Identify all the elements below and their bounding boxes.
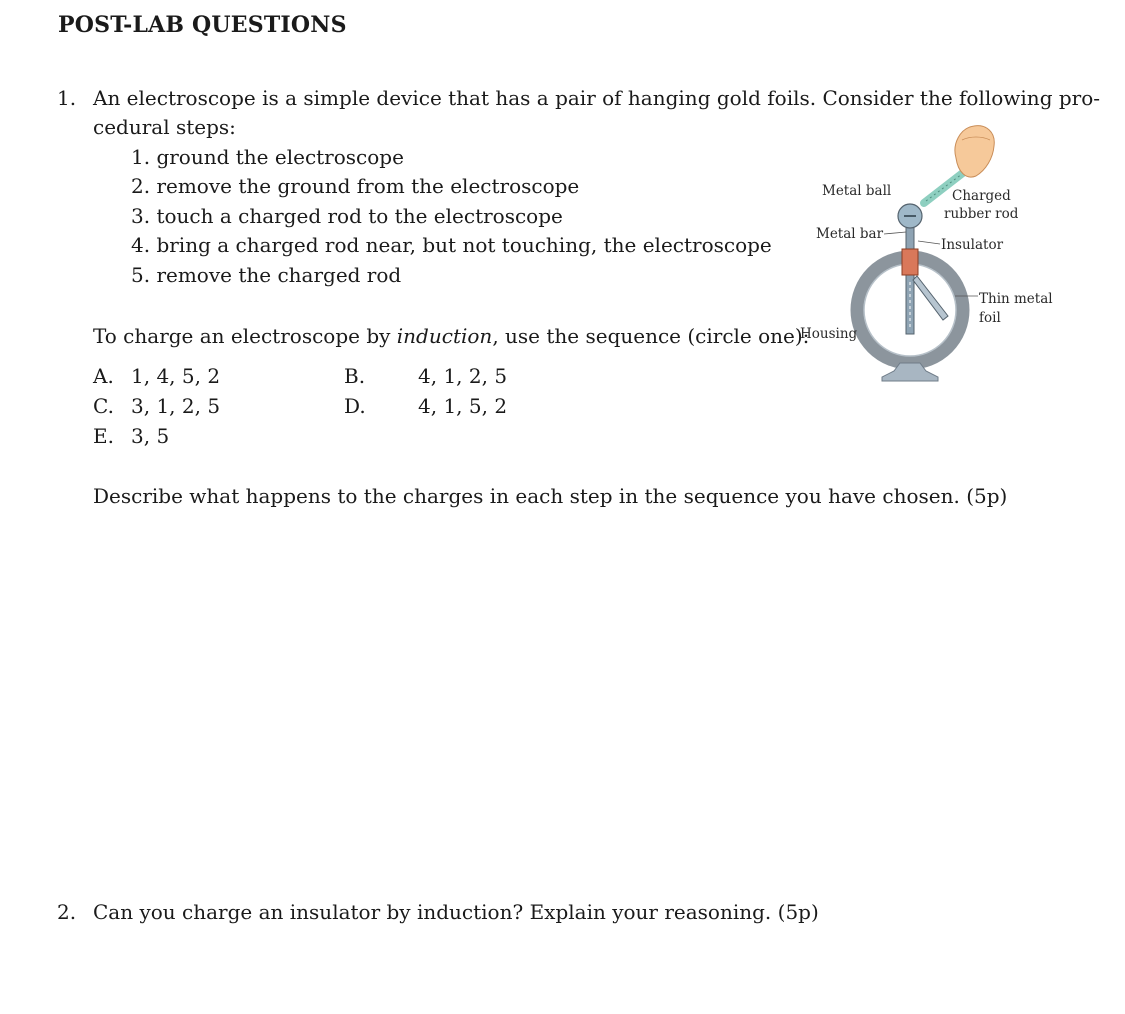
label-thin-metal-foil-2: foil xyxy=(979,310,1001,326)
option-c-value[interactable]: 3, 1, 2, 5 xyxy=(131,394,221,418)
procedure-step: 1. ground the electroscope xyxy=(131,145,404,169)
question-1-number: 1. xyxy=(57,86,77,110)
label-housing: Housing xyxy=(800,326,858,342)
option-b-label[interactable]: B. xyxy=(344,364,366,388)
label-metal-ball: Metal ball xyxy=(822,183,892,199)
metal-bar-leader xyxy=(884,232,906,234)
question-2-text: Can you charge an insulator by induction? Explain your reasoning. (5p) xyxy=(93,900,819,924)
procedure-step: 5. remove the charged rod xyxy=(131,263,402,287)
sequence-prompt xyxy=(93,322,809,351)
electroscope-diagram xyxy=(780,110,1080,400)
label-thin-metal-foil-1: Thin metal xyxy=(979,291,1053,307)
hand-icon xyxy=(955,126,994,177)
option-a-value[interactable]: 1, 4, 5, 2 xyxy=(131,364,221,388)
sequence-emphasis: induction xyxy=(396,324,493,348)
label-charged-rod-1: Charged xyxy=(952,188,1011,204)
option-d-label[interactable]: D. xyxy=(344,394,366,418)
option-c-label[interactable]: C. xyxy=(93,394,114,418)
sequence-prefix: To charge an electroscope by xyxy=(93,324,397,348)
metal-bar xyxy=(906,224,914,334)
question-2-number: 2. xyxy=(57,900,77,924)
label-metal-bar: Metal bar xyxy=(816,226,884,242)
option-b-value[interactable]: 4, 1, 2, 5 xyxy=(418,364,508,388)
option-e-label[interactable]: E. xyxy=(93,424,114,448)
insulator-leader xyxy=(918,241,940,244)
procedure-step: 3. touch a charged rod to the electroscope xyxy=(131,204,563,228)
option-a-label[interactable]: A. xyxy=(93,364,114,388)
label-insulator: Insulator xyxy=(941,237,1004,253)
page-title: POST-LAB QUESTIONS xyxy=(58,12,347,38)
option-e-value[interactable]: 3, 5 xyxy=(131,424,170,448)
question-1-intro-line-1: An electroscope is a simple device that has a pair of hanging gold foils. Consider the following pro- xyxy=(93,86,1101,110)
procedure-step: 2. remove the ground from the electroscope xyxy=(131,174,580,198)
insulator xyxy=(902,249,918,275)
label-charged-rod-2: rubber rod xyxy=(944,206,1019,222)
describe-prompt: Describe what happens to the charges in each step in the sequence you have chosen. (5p) xyxy=(93,484,1008,508)
sequence-suffix: , use the sequence (circle one): xyxy=(492,324,810,348)
procedure-step: 4. bring a charged rod near, but not touching, the electroscope xyxy=(131,233,772,257)
option-d-value[interactable]: 4, 1, 5, 2 xyxy=(418,394,508,418)
question-1-intro-line-2: cedural steps: xyxy=(93,115,236,139)
